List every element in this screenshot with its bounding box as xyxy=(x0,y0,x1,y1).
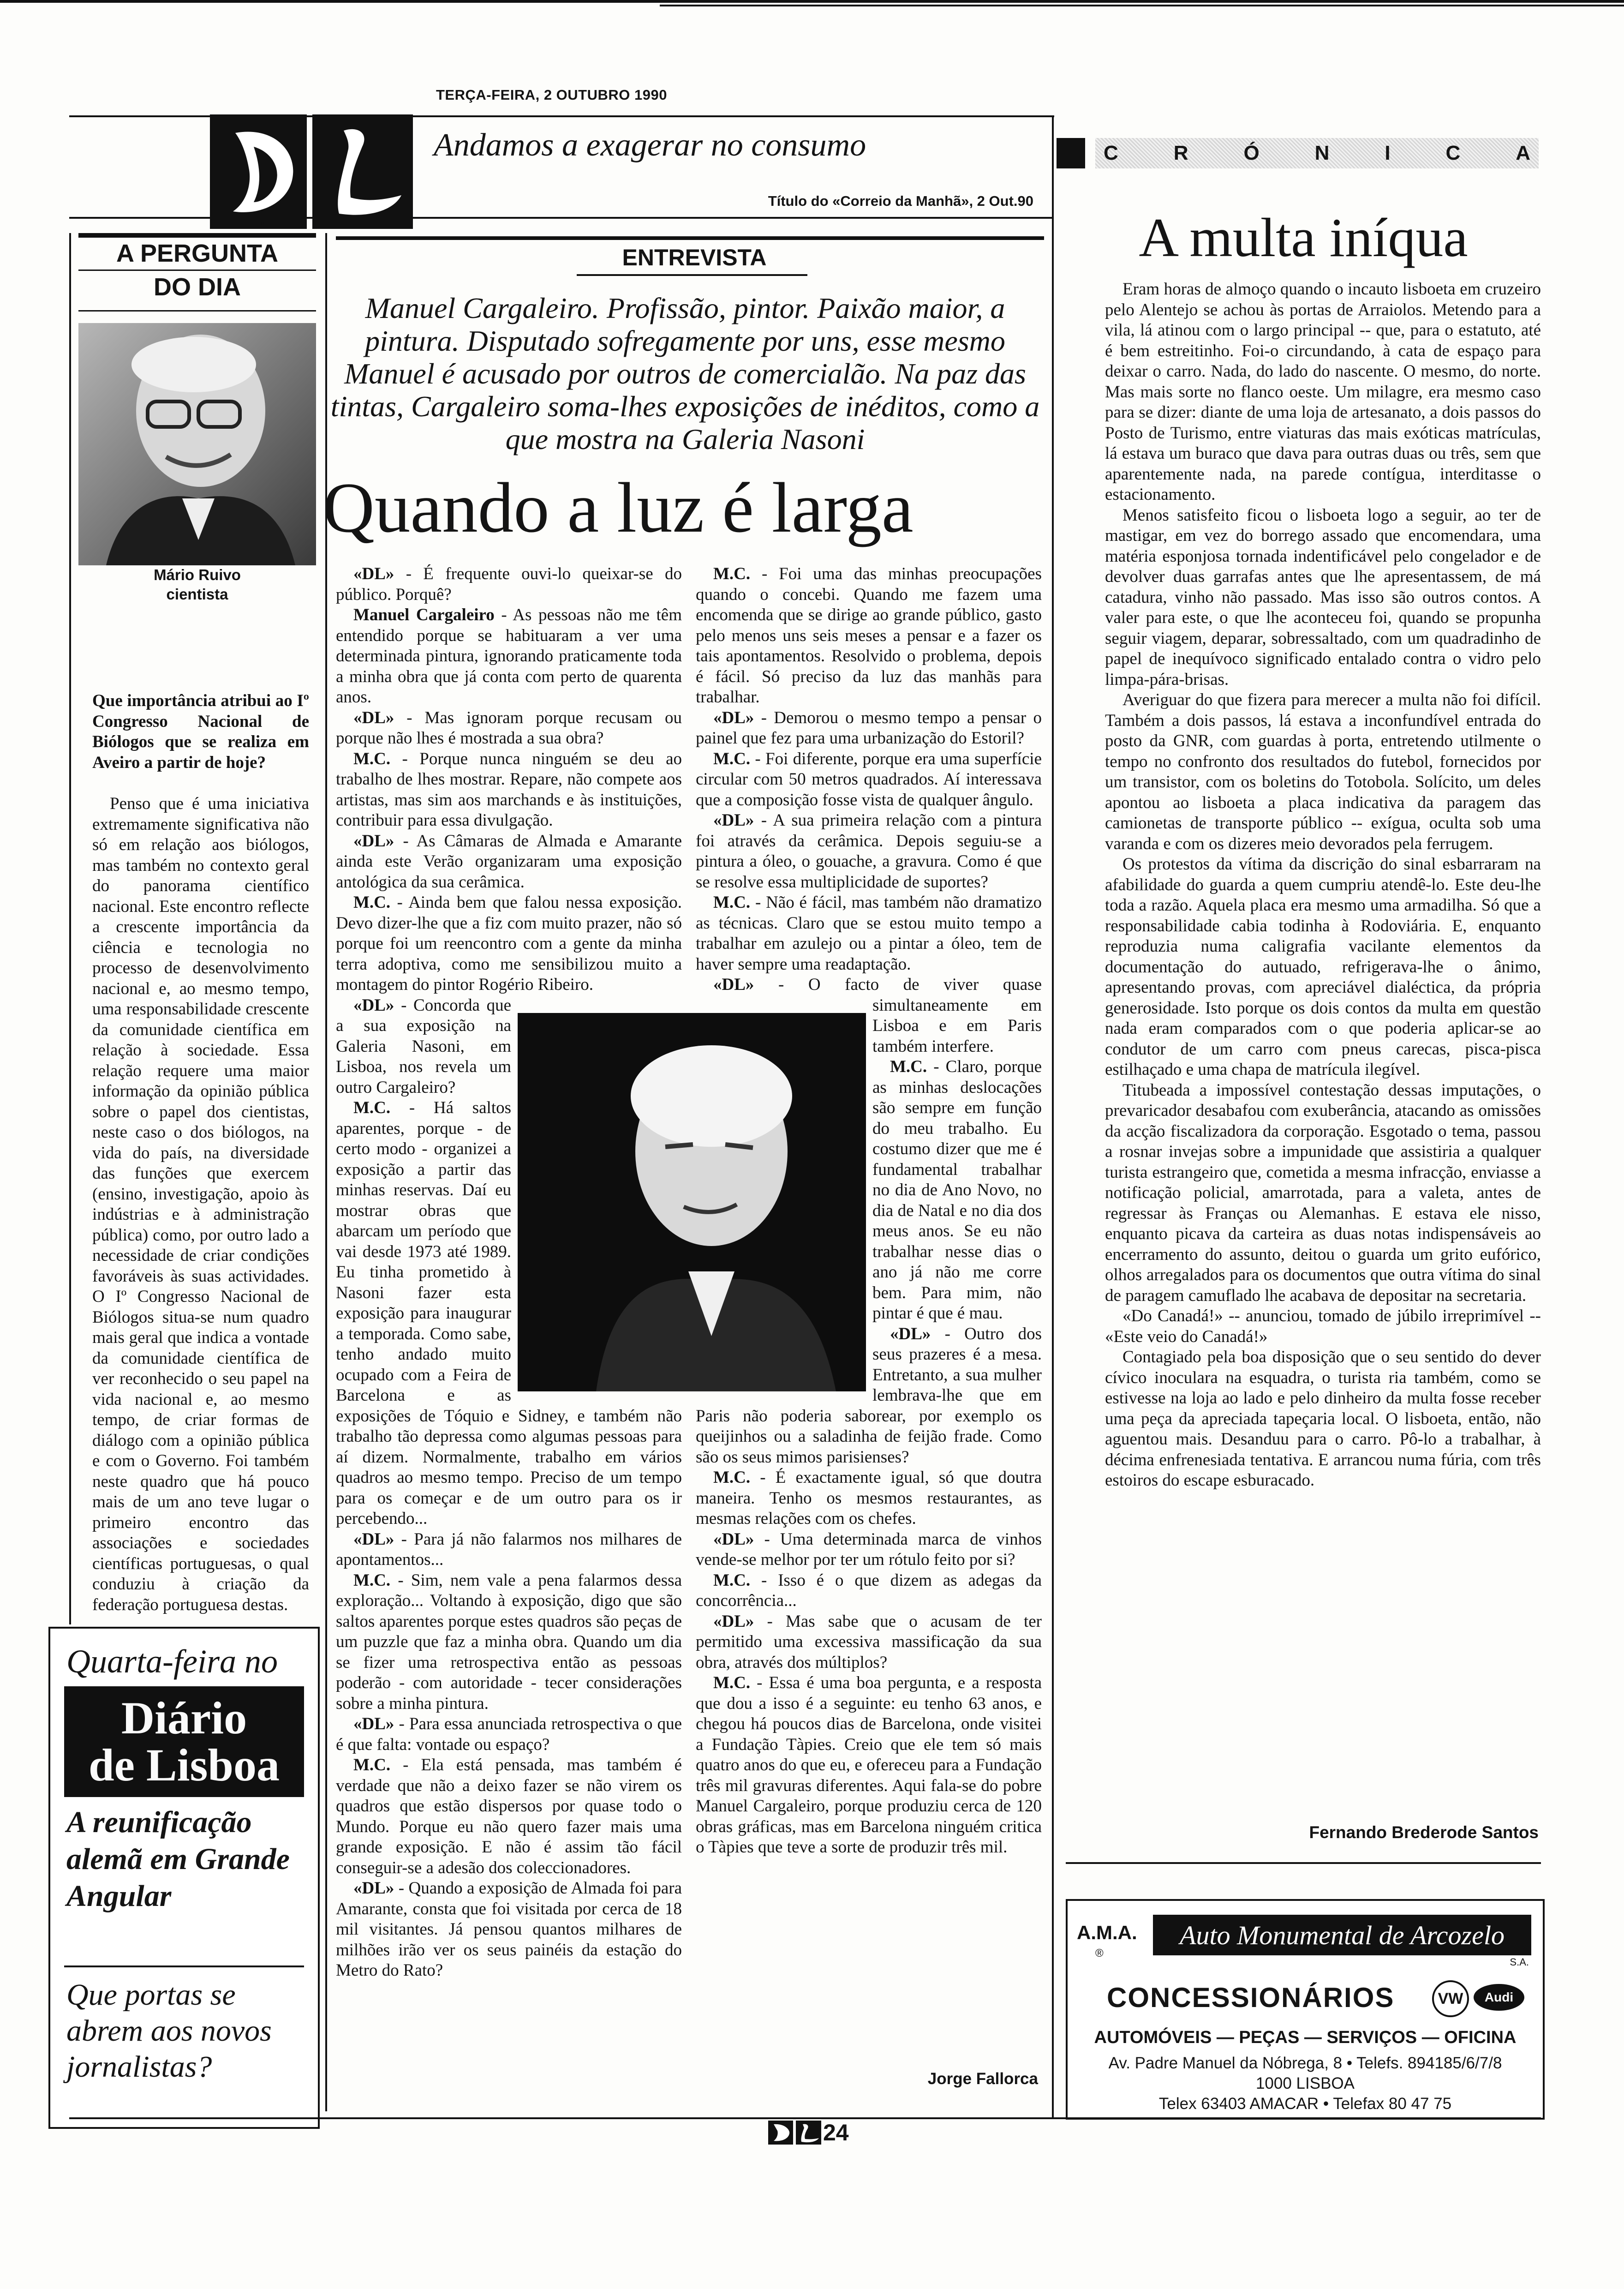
speaker-text: - A sua primeira relação com a pintura foi através da cerâmica. Depois seguiu-se a pintura a óleo, o gouache, a gravura. Como é que se resolve essa multiplicidade de suportes? xyxy=(696,811,1042,892)
pergunta-title-line-1: A PERGUNTA xyxy=(116,240,278,267)
audi-logo-icon: Audi xyxy=(1474,1984,1524,2011)
cronica-paragraph: Eram horas de almoço quando o incauto lisboeta em cruzeiro pelo Alentejo se achou às portas de Arraiolos. Metendo para a vila, lá atinou com o largo principal -- que, para o estatuto, até é bem estreitinho. Foi-o circundando, à cata de espaço para deixar o carro. Nada, do lado do nascente. O mesmo, do norte. Mas mais sorte no flanco oeste. Um milagre, era mesmo caso para se dizer: diante de uma loja de artesanato, a dois passos do Posto de Turismo, entre viaturas das mais exóticas matrículas, lá estava um buraco que dava para outras duas ou três, sem que aparentemente nada, na parede contígua, interditasse o estacionamento. xyxy=(1105,280,1541,504)
pergunta-do-dia-header xyxy=(78,237,316,309)
page-number xyxy=(768,2119,849,2146)
promo-divider xyxy=(64,1965,304,1967)
interview-paragraph xyxy=(336,831,682,893)
cronica-letter: N xyxy=(1314,142,1330,164)
interview-paragraph xyxy=(336,1755,682,1878)
speaker-text: - Claro, porque as minhas deslocações são sempre em função do meu trabalho. Eu costumo dizer que me é fundamental trabalhar no dia de Ano Novo, no dia de Natal e no dia dos meus anos. Se eu não trabalhar nesse dias o ano já não me corre bem. Para mim, não pintar é que é mau. xyxy=(872,1057,1042,1323)
diario-de-lisboa-masthead xyxy=(64,1686,304,1797)
speaker-text: - Mas sabe que o acusam de ter permitido uma excessiva massificação da sua obra, através dos múltiplos? xyxy=(696,1612,1042,1672)
speaker-label: M.C. xyxy=(713,749,751,768)
answer-paragraph: Penso que é uma iniciativa extremamente significativa não só em relação aos biólogos, mas também no contexto geral do panorama científico nacional. Este encontro reflecte a crescente importância da ciência e tecnologia no processo de desenvolvimento nacional e, ao mesmo tempo, uma responsabilidade crescente da comunidade científica em relação à sociedade. Essa relação requere uma maior informação da opinião pública sobre o papel dos cientistas, neste caso o dos biólogos, na vida do país, na diversidade das funções que exercem (ensino, investigação, apoio às indústrias e à administração pública) como, por outro lado a necessidade de criar condições favoráveis às suas actividades. O Iº Congresso Nacional de Biólogos situa-se num quadro mais geral que indica a vontade da comunidade científica de ver reconhecido o seu papel na vida nacional e, ao mesmo tempo, de criar formas de diálogo com a opinião pública e com o Governo. Foi também neste quadro que há pouco mais de um ano teve lugar o primeiro encontro das associações e sociedades científicas portuguesas, o qual conduziu à criação da federação portuguesa destas. xyxy=(92,794,309,1614)
cronica-paragraph: Os protestos da vítima da discrição do sinal esbarraram na afabilidade do guarda a quem cumpriu atendê-lo. Este deu-lhe toda a razão. Aquela placa era mesmo uma armadilha. Só que a responsabilidade cabia todinha à Rodoviária. E, enquanto reproduzia numa caligrafia vacilante elementos da documentação do autuado, refrigerava-lhe o ânimo, apresentando provas, com apreciável dialéctica, da própria generosidade. Isto porque os dois contos da multa em questão nada eram comparados com o que poderia aplicar-se ao condutor de um carro com pneus carecas, pisca-pisca estilhaçado e uma chapa de matrícula ilegível. xyxy=(1105,855,1541,1079)
speaker-text: - Isso é o que dizem as adegas da concorrência... xyxy=(696,1570,1042,1610)
interview-paragraph xyxy=(336,893,682,995)
speaker-label: «DL» xyxy=(890,1324,931,1343)
speaker-text: - As Câmaras de Almada e Amarante ainda este Verão organizaram uma exposição antológica da sua cerâmica. xyxy=(336,831,682,892)
interview-paragraph xyxy=(336,564,682,605)
cronica-paragraph: Titubeada a impossível contestação dessas imputações, o prevaricador desabafou com exuberância, atacando as omissões da acção fiscalizadora da corporação. Esgotado o tema, passou a rosnar invejas sobre a impunidade que assistiria a qualquer turista estrangeiro que, cometida a mesma infracção, enviasse a notificação policial, amarrotada, para a valeta, antes de regressar às Franças ou Alemanhas. E estava ele nisso, enquanto picava da carteira as duas notas indispensáveis ao encerramento do assunto, deitou o guarda um grito eufórico, olhos arregalados para os documentos que outra vítima do sinal de paragem camuflado lhe acabava de depositar na secretaria. xyxy=(1105,1080,1541,1305)
cronica-letter: Ó xyxy=(1243,142,1260,164)
speaker-text: - Uma determinada marca de vinhos vende-se melhor por ter um rótulo feito por si? xyxy=(696,1529,1042,1569)
interview-byline: Jorge Fallorca xyxy=(927,2070,1038,2088)
speaker-label: M.C. xyxy=(713,1673,751,1692)
interview-headline: Quando a luz é larga xyxy=(323,468,914,547)
answer-text xyxy=(92,794,309,1615)
cronica-paragraph: «Do Canadá!» -- anunciou, tomado de júbilo irreprimível -- «Este veio do Canadá!» xyxy=(1105,1306,1541,1346)
ama-script-name: Auto Monumental de Arcozelo xyxy=(1153,1915,1531,1955)
interview-paragraph xyxy=(336,1714,682,1755)
interview-paragraph xyxy=(336,749,682,831)
speaker-text: - Outro dos seus prazeres é a mesa. Entretanto, a sua mulher lembrava-lhe que em Paris não poderia saborear, por exemplo os queijinhos ou a saladinha de feijão frade. Como são os seus mimos parisienses? xyxy=(696,1324,1042,1467)
diario-de-lisboa-logo xyxy=(210,114,413,229)
speaker-label: «DL» xyxy=(713,708,754,727)
interview-paragraph xyxy=(696,1673,1042,1858)
speaker-label: «DL» xyxy=(353,831,394,851)
section-label-entrevista: ENTREVISTA xyxy=(622,245,767,270)
speaker-text: - Ainda bem que falou nessa exposição. Devo dizer-lhe que a fiz com muito prazer, não só porque foi um reencontro com a gente da minha terra adoptiva, como me sensibilizou muito a montagem do pintor Rogério Ribeiro. xyxy=(336,893,682,994)
ama-label: A.M.A. xyxy=(1077,1922,1137,1943)
page-number-text: 24 xyxy=(823,2120,849,2145)
speaker-text: - É frequente ouvi-lo queixar-se do público. Porquê? xyxy=(336,564,682,604)
cronica-letters xyxy=(1095,138,1539,168)
promo-day: Quarta-feira no xyxy=(66,1643,278,1680)
speaker-label: «DL» xyxy=(353,995,394,1015)
speaker-text: - Porque nunca ninguém se deu ao trabalho de lhes mostrar. Repare, não compete aos artistas, mas sim aos marchands e às instituições, contribuir para essa divulgação. xyxy=(336,749,682,830)
masthead-line-1: Diário xyxy=(121,1692,247,1744)
interview-paragraph xyxy=(696,893,1042,975)
mini-dl-logo-icon xyxy=(768,2121,821,2145)
speaker-label: «DL» xyxy=(353,1879,394,1898)
quote-source: Título do «Correio da Manhã», 2 Out.90 xyxy=(768,193,1033,209)
speaker-label: «DL» xyxy=(353,564,394,583)
speaker-text: - O facto de viver quase simultaneamente em Lisboa e em Paris também interfere. xyxy=(754,975,1042,1056)
ad-headline: CONCESSIONÁRIOS xyxy=(1107,1982,1395,2013)
speaker-label: M.C. xyxy=(353,1756,391,1774)
speaker-text: - Para já não falarmos nos milhares de apontamentos... xyxy=(336,1529,682,1569)
promo-headline-2: Que portas se abrem aos novos jornalistas? xyxy=(66,1978,272,2084)
speaker-text: - Foi diferente, porque era uma superfície circular com 50 metros quadrados. Aí interessava que a composição fosse vista de qualquer ângulo. xyxy=(696,749,1042,809)
quote-of-the-day-title: Andamos a exagerar no consumo xyxy=(434,127,866,163)
speaker-text: - Para essa anunciada retrospectiva o que é que falta: vontade ou espaço? xyxy=(336,1714,682,1754)
issue-date: TERÇA-FEIRA, 2 OUTUBRO 1990 xyxy=(436,87,667,103)
speaker-label: M.C. xyxy=(713,1468,751,1487)
speaker-text: - Quando a exposição de Almada foi para Amarante, consta que foi visitada por cerca de 18 mil visitantes. Já pensou quantos milhares de milhões irão ver os seus painéis da estação do Metro do Rato? xyxy=(336,1879,682,1980)
speaker-label: «DL» xyxy=(713,975,754,994)
interview-paragraph xyxy=(336,708,682,749)
speaker-text: - As pessoas não me têm entendido porque se habituaram a ver uma determinada pintura, ignorando praticamente toda a minha obra que já conta com perto de quarenta anos. xyxy=(336,605,682,707)
cronica-letter: A xyxy=(1516,142,1530,164)
ad-services: AUTOMÓVEIS — PEÇAS — SERVIÇOS — OFICINA xyxy=(1094,2028,1517,2047)
cronica-title: A multa iníqua xyxy=(1139,207,1468,268)
speaker-label: «DL» xyxy=(713,1529,754,1549)
cronica-letter: I xyxy=(1385,142,1391,164)
interview-paragraph xyxy=(336,1878,682,1981)
interview-paragraph xyxy=(696,1612,1042,1673)
interview-paragraph xyxy=(696,810,1042,893)
interview-paragraph xyxy=(336,1570,682,1714)
speaker-label: M.C. xyxy=(713,1570,751,1590)
svg-text:D: D xyxy=(261,222,264,227)
promo-box-quarta-feira xyxy=(48,1627,320,2129)
speaker-label: M.C. xyxy=(713,564,751,583)
speaker-text: - Há saltos aparentes, porque - de certo modo - organizei a exposição a partir das minhas reservas. Daí eu mostrar obras que abarcam um período que vai desde 1973 até 1989. Eu tinha prometido à Nasoni fazer esta exposição para inaugurar a temporada. Como sabe, tenho andado muito ocupado com a Feira de Barcelona e as exposições de Tóquio e Sidney, e também não trabalho tão depressa como algumas pessoas para aí dizem. Normalmente, trabalho em vários quadros ao mesmo tempo. Preciso de um tempo para os começar e de um outro para os ir percebendo... xyxy=(336,1098,682,1528)
cronica-paragraph: Menos satisfeito ficou o lisboeta logo a seguir, ao ter de mastigar, em vez do borrego assado que encomendara, uma matéria esponjosa tornada indentificável pelo congelador e de devolver duas garrafas antes que lhe apresentassem, de má catadura, vinho não passado. Mas isso são outros contos. A valer para este, o que lhe aconteceu foi, quando se propunha seguir viagem, deparar, sobressaltado, com um quadradinho de papel de inequívoco significado entalado contra o vidro pelo limpa-pára-brisas. xyxy=(1105,505,1541,689)
question-of-the-day: Que importância atribui ao Iº Congresso Nacional de Biólogos que se realiza em Aveiro a partir de hoje? xyxy=(92,691,309,772)
interview-paragraph xyxy=(336,1529,682,1570)
speaker-label: M.C. xyxy=(353,1098,391,1117)
vw-logo-icon: VW xyxy=(1432,1980,1469,2017)
speaker-text: - Ela está pensada, mas também é verdade que não a deixo fazer se não virem os quadros que estão dispersos por quase todo o Mundo. Porque eu não quero fazer mais uma grande exposição. E não é assim tão fácil conseguir-se a adesão dos coleccionadores. xyxy=(336,1756,682,1877)
interview-paragraph xyxy=(696,1468,1042,1529)
interview-paragraph xyxy=(336,605,682,708)
interview-paragraph xyxy=(696,708,1042,749)
masthead-line-2: de Lisboa xyxy=(88,1739,280,1791)
speaker-text: - Demorou o mesmo tempo a pensar o painel que fez para uma urbanização do Estoril? xyxy=(696,708,1042,748)
speaker-text: - É exactamente igual, só que doutra maneira. Tenho os mesmos restaurantes, as mesmas relações com os chefes. xyxy=(696,1468,1042,1528)
ad-address-line: 1000 LISBOA xyxy=(1255,2074,1355,2092)
interview-paragraph xyxy=(696,1570,1042,1612)
ama-sa: S.A. xyxy=(1510,1956,1529,1968)
interview-paragraph xyxy=(696,564,1042,708)
speaker-label: «DL» xyxy=(353,708,394,727)
speaker-text: - Foi uma das minhas preocupações quando o concebi. Quando me fazem uma encomenda que se dirige ao grande público, gasto pelo menos uns seis meses a pensar e a fazer os tais apontamentos. Resolvido o problema, depois é fácil. Só preciso da luz das manhãs para trabalhar. xyxy=(696,564,1042,707)
interview-paragraph xyxy=(696,1529,1042,1570)
pergunta-title-line-2: DO DIA xyxy=(154,273,241,301)
interview-paragraph xyxy=(696,749,1042,811)
speaker-text: - Sim, nem vale a pena falarmos dessa exploração... Voltando à exposição, digo que são saltos aparentes porque estes quadros são peças de um puzzle que faz a minha obra. Quando um dia se fizer uma retrospectiva então as pessoas poderão - com autoridade - tecer considerações sobre a minha pintura. xyxy=(336,1570,682,1713)
person-name: Mário Ruivo xyxy=(154,566,241,583)
speaker-label: M.C. xyxy=(890,1057,927,1076)
ad-address-line: Av. Padre Manuel da Nóbrega, 8 • Telefs. 894185/6/7/8 xyxy=(1108,2054,1502,2072)
speaker-label: M.C. xyxy=(353,749,391,768)
ad-address xyxy=(1068,2053,1543,2114)
portrait-photo-manuel-cargaleiro xyxy=(518,1013,866,1391)
registered-mark: ® xyxy=(1095,1947,1104,1959)
speaker-label: «DL» xyxy=(713,1612,754,1631)
cronica-section-band xyxy=(1057,135,1539,172)
speaker-label: «DL» xyxy=(713,811,754,830)
cronica-paragraph: Contagiado pela boa disposição que o seu sentido do dever cívico inoculara na esquadra, o turista ria também, como se estivesse na loja ao lado e pelo dinheiro da multa fosse receber uma peça da apreciada tapeçaria local. O lisboeta, então, não aguentou mais. Desanduu para o carro. Pô-lo a trabalhar, à décima enfrenesiada tentativa. E arrancou numa fúria, com três estoiros do escape esburacado. xyxy=(1105,1348,1541,1490)
photo-caption xyxy=(78,565,316,604)
speaker-text: - Mas ignoram porque recusam ou porque não lhes é mostrada a sua obra? xyxy=(336,708,682,748)
speaker-label: M.C. xyxy=(713,893,751,912)
speaker-label: M.C. xyxy=(353,893,391,912)
cronica-byline: Fernando Brederode Santos xyxy=(1309,1823,1539,1842)
speaker-text: - Não é fácil, mas também não dramatizo as técnicas. Claro que se estou muito tempo a trabalhar em azulejo ou a pintar a óleo, tem de haver sempre uma readaptação. xyxy=(696,893,1042,974)
interview-standfirst: Manuel Cargaleiro. Profissão, pintor. Paixão maior, a pintura. Disputado sofregamente por uns, esse mesmo Manuel é acusado por outros de comercialão. Na paz das tintas, Cargaleiro soma-lhes exposições de inéditos, como a que mostra na Galeria Nasoni xyxy=(330,292,1040,455)
promo-headline-1: A reunificação alemã em Grande Angular xyxy=(66,1805,290,1913)
person-role: cientista xyxy=(166,586,228,603)
cronica-body xyxy=(1105,279,1541,1491)
ama-advertisement xyxy=(1066,1899,1545,2120)
speaker-label: Manuel Cargaleiro xyxy=(353,605,495,624)
speaker-text: - Concorda que a sua exposição na Galeria Nasoni, em Lisboa, nos revela um outro Cargaleiro? xyxy=(336,995,511,1097)
portrait-photo-mario-ruivo xyxy=(78,323,316,565)
cronica-letter: C xyxy=(1104,142,1118,164)
speaker-text: - Essa é uma boa pergunta, e a resposta que dou a isso é a seguinte: eu tenho 63 anos, e chegou há poucos dias de Barcelona, onde visitei a Fundação Tàpies. Creio que ele tem só mais quatro anos do que eu, e ofereceu para a Fundação três mil gravuras diferentes. Aqui fala-se do pobre Manuel Cargaleiro, porque produziu cerca de 120 obras gráficas, mas em Barcelona ninguém critica o Tàpies que teve a sorte de produzir três mil. xyxy=(696,1673,1042,1857)
ad-address-line: Telex 63403 AMACAR • Telefax 80 47 75 xyxy=(1158,2095,1452,2113)
speaker-label: M.C. xyxy=(353,1570,391,1590)
speaker-label: «DL» xyxy=(353,1529,394,1549)
cronica-letter: R xyxy=(1173,142,1188,164)
section-marker-square xyxy=(1057,138,1085,168)
speaker-label: «DL» xyxy=(353,1714,394,1733)
cronica-letter: C xyxy=(1445,142,1461,164)
cronica-paragraph: Averiguar do que fizera para merecer a multa não foi difícil. Também a dois passos, lá estava a inconfundível entrada do posto da GNR, com guardas à porta, entretendo utilmente o tempo no confronto dos resultados do futebol, fornecidos por um transistor, com os boletins do Totobola. Solícito, um deles apontou ao lisboeta a placa indicativa da paragem das camionetas de transporte público -- exígua, oculta sob uma varanda e com os dizeres meio devorados pela ferrugem. xyxy=(1105,690,1541,853)
